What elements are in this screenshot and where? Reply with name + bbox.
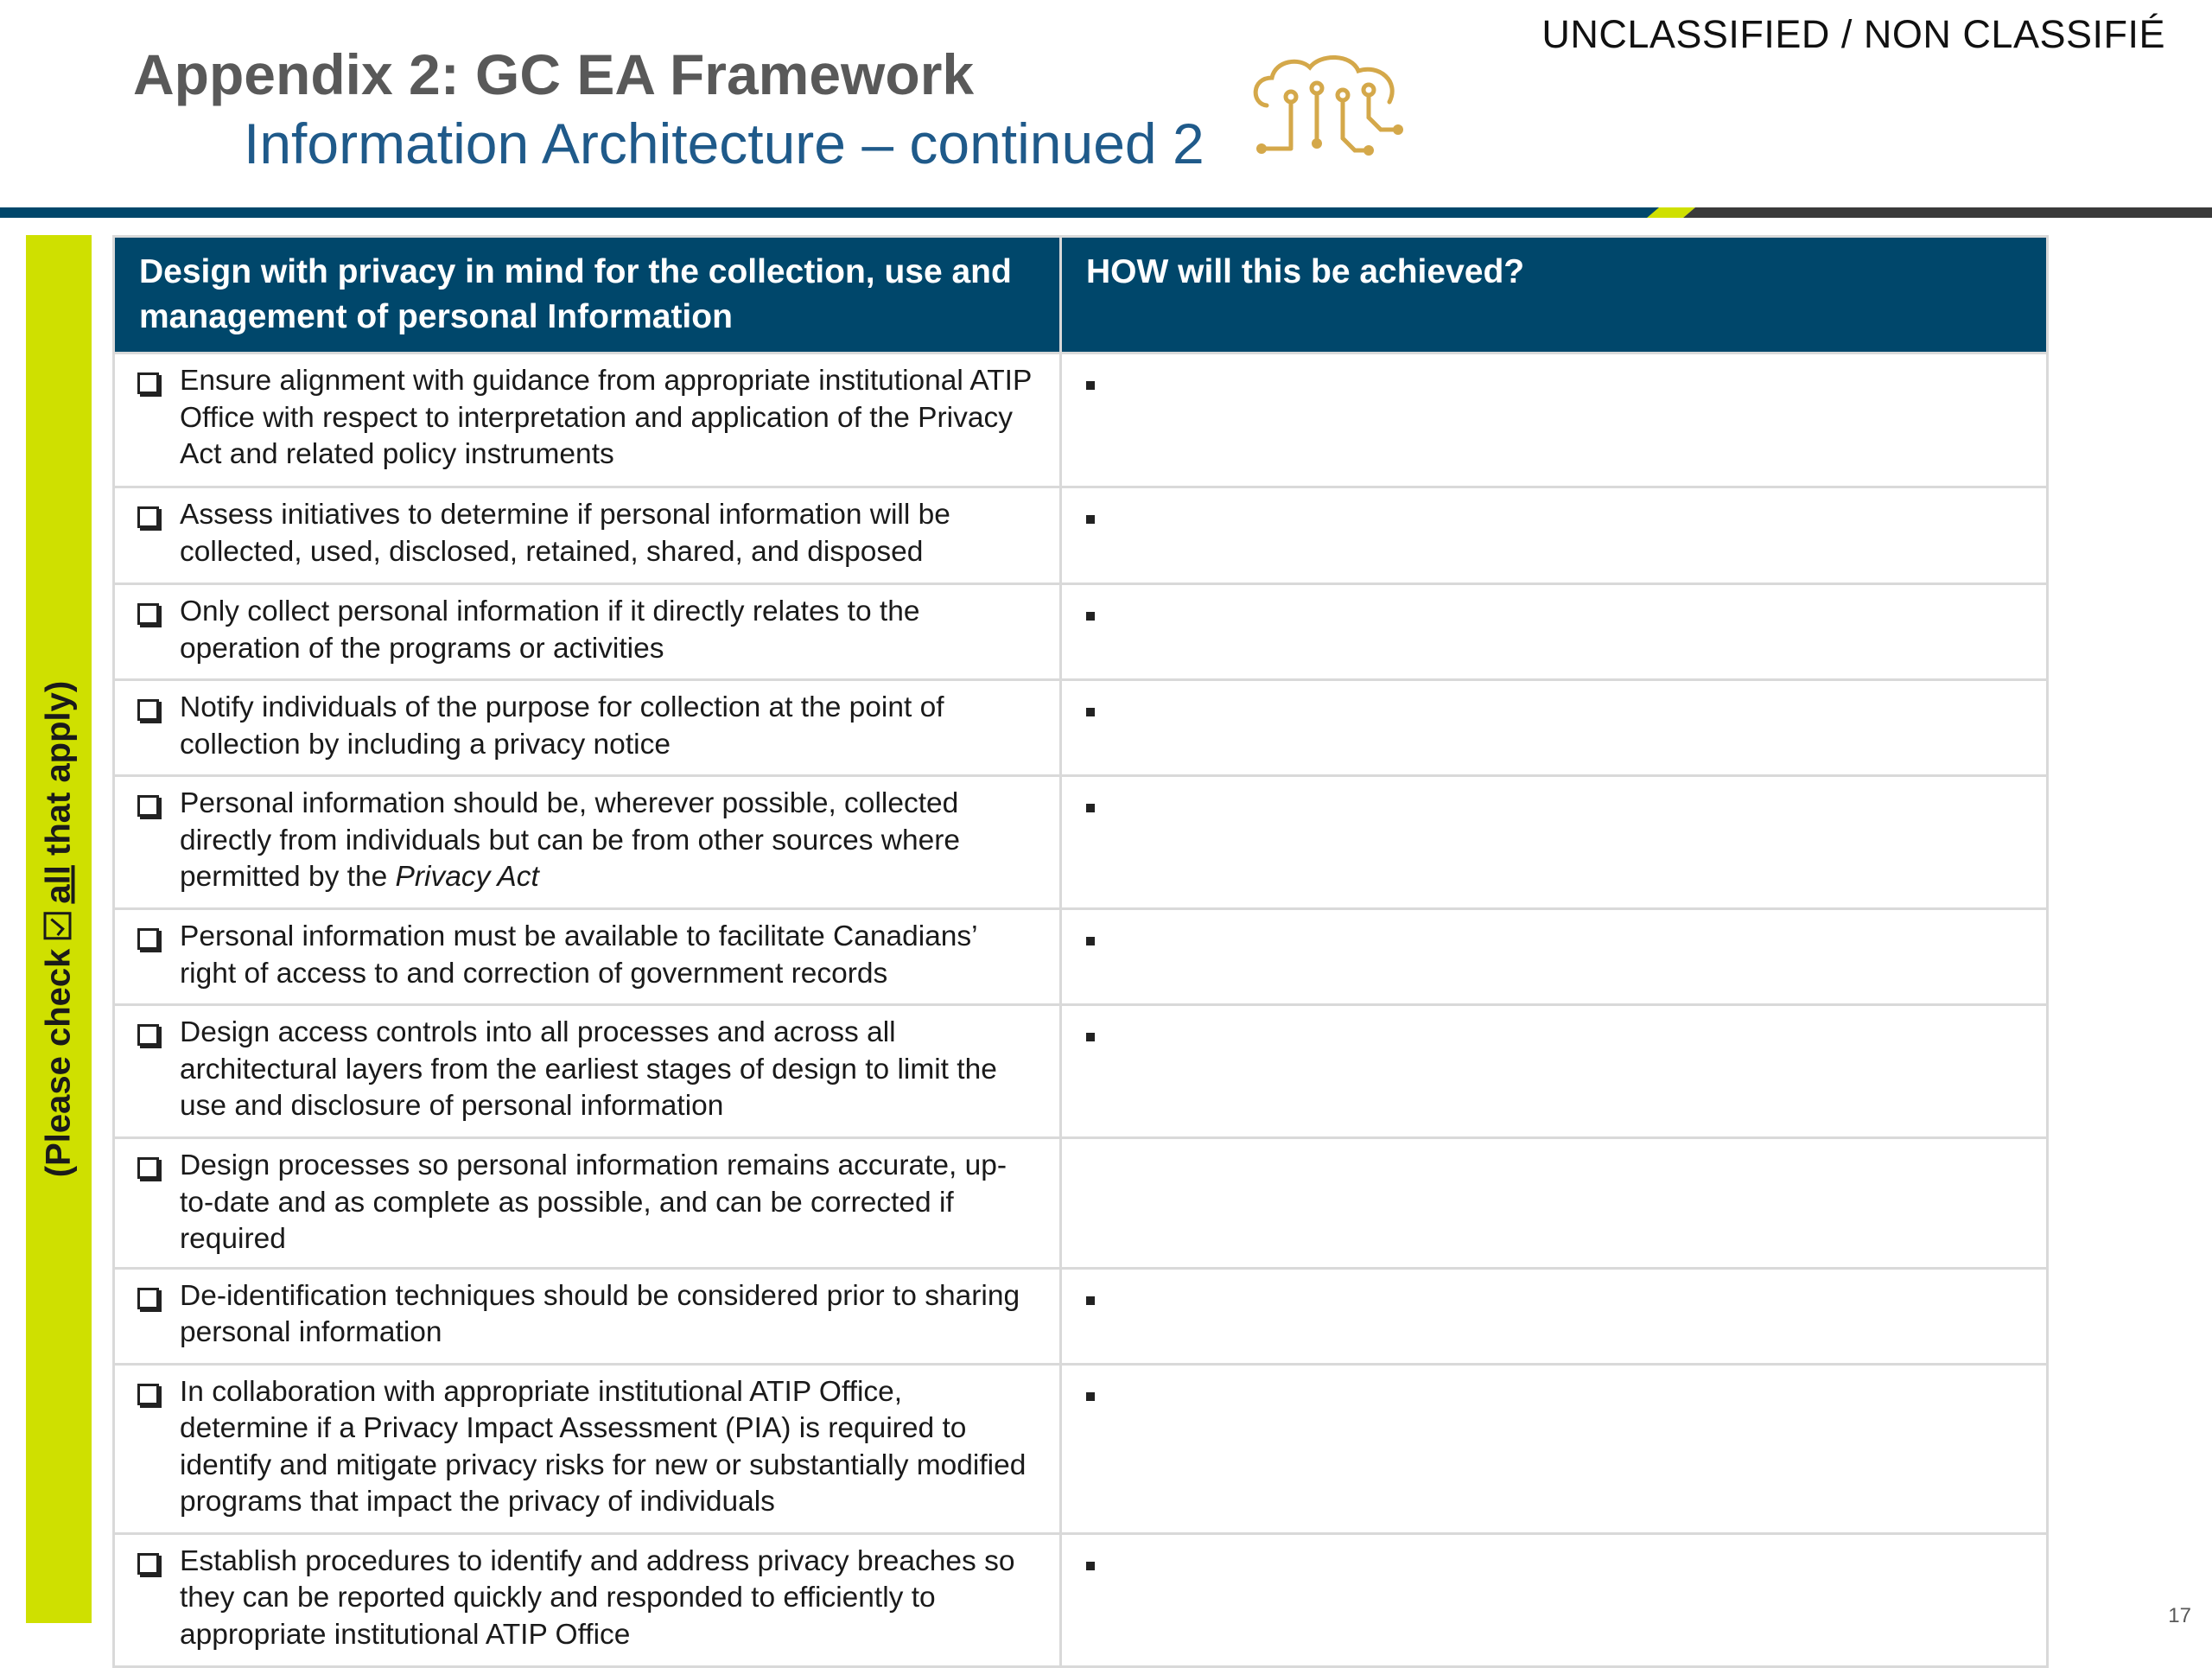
requirement-text: In collaboration with appropriate institutional ATIP Office, determine if a Privacy Impact Assessment (PIA) is required to identify and mitigate privacy risks for new or substantially modified programs that impact the privacy of individuals [180, 1375, 1027, 1518]
requirement-cell [114, 353, 1061, 487]
table-header-row [114, 237, 2048, 353]
how-cell[interactable] [1061, 487, 2048, 584]
requirement-cell [114, 680, 1061, 776]
how-cell[interactable] [1061, 680, 2048, 776]
header-divider [0, 207, 2212, 218]
how-cell[interactable] [1061, 1533, 2048, 1666]
requirement-cell [114, 584, 1061, 680]
table-row [114, 1268, 2048, 1364]
checkbox[interactable] [137, 1288, 159, 1309]
how-cell[interactable] [1061, 776, 2048, 909]
requirement-cell [114, 1138, 1061, 1269]
page-number: 17 [2168, 1604, 2191, 1627]
table-row [114, 909, 2048, 1005]
how-cell[interactable] [1061, 1005, 2048, 1138]
how-cell[interactable] [1061, 1138, 2048, 1269]
table-row [114, 353, 2048, 487]
bullet-icon [1086, 612, 1095, 621]
bullet-icon [1086, 708, 1095, 716]
requirement-text: Establish procedures to identify and address privacy breaches so they can be reported quickly and responded to efficiently to appropriate institutional ATIP Office [180, 1544, 1015, 1651]
instruction-text: (Please checkall that apply) [39, 680, 78, 1178]
checkbox[interactable] [137, 1384, 159, 1405]
table-row [114, 1533, 2048, 1666]
requirement-text: De-identification techniques should be considered prior to sharing personal information [180, 1279, 1020, 1348]
table-row [114, 1364, 2048, 1533]
how-cell[interactable] [1061, 584, 2048, 680]
requirement-cell [114, 487, 1061, 584]
table-row [114, 1138, 2048, 1269]
bullet-icon [1086, 804, 1095, 812]
how-cell[interactable] [1061, 353, 2048, 487]
bullet-icon [1086, 1033, 1095, 1041]
checkbox[interactable] [137, 1024, 159, 1046]
classification-label: UNCLASSIFIED / NON CLASSIFIÉ [1541, 12, 2165, 56]
checkbox[interactable] [137, 372, 159, 394]
requirement-text: Assess initiatives to determine if personal information will be collected, used, disclosed, retained, shared, and disposed [180, 499, 950, 568]
privacy-checklist-table [112, 235, 2049, 1668]
circuit-cloud-icon [1249, 52, 1405, 164]
table-row [114, 680, 2048, 776]
requirement-text: Personal information should be, wherever possible, collected directly from individuals but can be from other sources where permitted by the Privacy Act [180, 787, 961, 893]
requirement-text: Design access controls into all processes and across all architectural layers from the earliest stages of design to limit the use and disclosure of personal information [180, 1016, 997, 1122]
bullet-icon [1086, 937, 1095, 945]
checkbox[interactable] [137, 1157, 159, 1179]
requirement-text: Personal information must be available to facilitate Canadians’ right of access to and correction of government records [180, 920, 977, 990]
checkbox[interactable] [137, 506, 159, 528]
requirement-text: Design processes so personal information remains accurate, up-to-date and as complete as possible, and can be corrected if required [180, 1149, 1007, 1255]
page-subtitle: Information Architecture – continued 2 [244, 111, 1205, 175]
how-cell[interactable] [1061, 909, 2048, 1005]
requirement-text: Notify individuals of the purpose for collection at the point of collection by including a privacy notice [180, 691, 944, 761]
checkbox[interactable] [137, 603, 159, 625]
requirement-cell [114, 1533, 1061, 1666]
requirement-cell [114, 1005, 1061, 1138]
bullet-icon [1086, 1562, 1095, 1570]
table-row [114, 1005, 2048, 1138]
checked-box-icon [44, 913, 72, 940]
page-title: Appendix 2: GC EA Framework [133, 42, 975, 106]
requirement-cell [114, 776, 1061, 909]
bullet-icon [1086, 515, 1095, 524]
table-row [114, 776, 2048, 909]
requirement-text: Only collect personal information if it directly relates to the operation of the programs or activities [180, 595, 920, 665]
requirement-cell [114, 909, 1061, 1005]
bullet-icon [1086, 1392, 1095, 1401]
checkbox[interactable] [137, 795, 159, 817]
checkbox[interactable] [137, 928, 159, 950]
requirement-cell [114, 1364, 1061, 1533]
requirement-text: Ensure alignment with guidance from appropriate institutional ATIP Office with respect to interpretation and application of the Privacy Act and related policy instruments [180, 365, 1032, 470]
header-how-achieved: HOW will this be achieved? [1061, 237, 2048, 353]
bullet-icon [1086, 381, 1095, 390]
bullet-icon [1086, 1296, 1095, 1305]
requirement-cell [114, 1268, 1061, 1364]
how-cell[interactable] [1061, 1268, 2048, 1364]
how-cell[interactable] [1061, 1364, 2048, 1533]
checkbox[interactable] [137, 1553, 159, 1575]
checkbox[interactable] [137, 699, 159, 721]
table-row [114, 487, 2048, 584]
table-row [114, 584, 2048, 680]
header-requirement: Design with privacy in mind for the collection, use and management of personal Information [114, 237, 1061, 353]
